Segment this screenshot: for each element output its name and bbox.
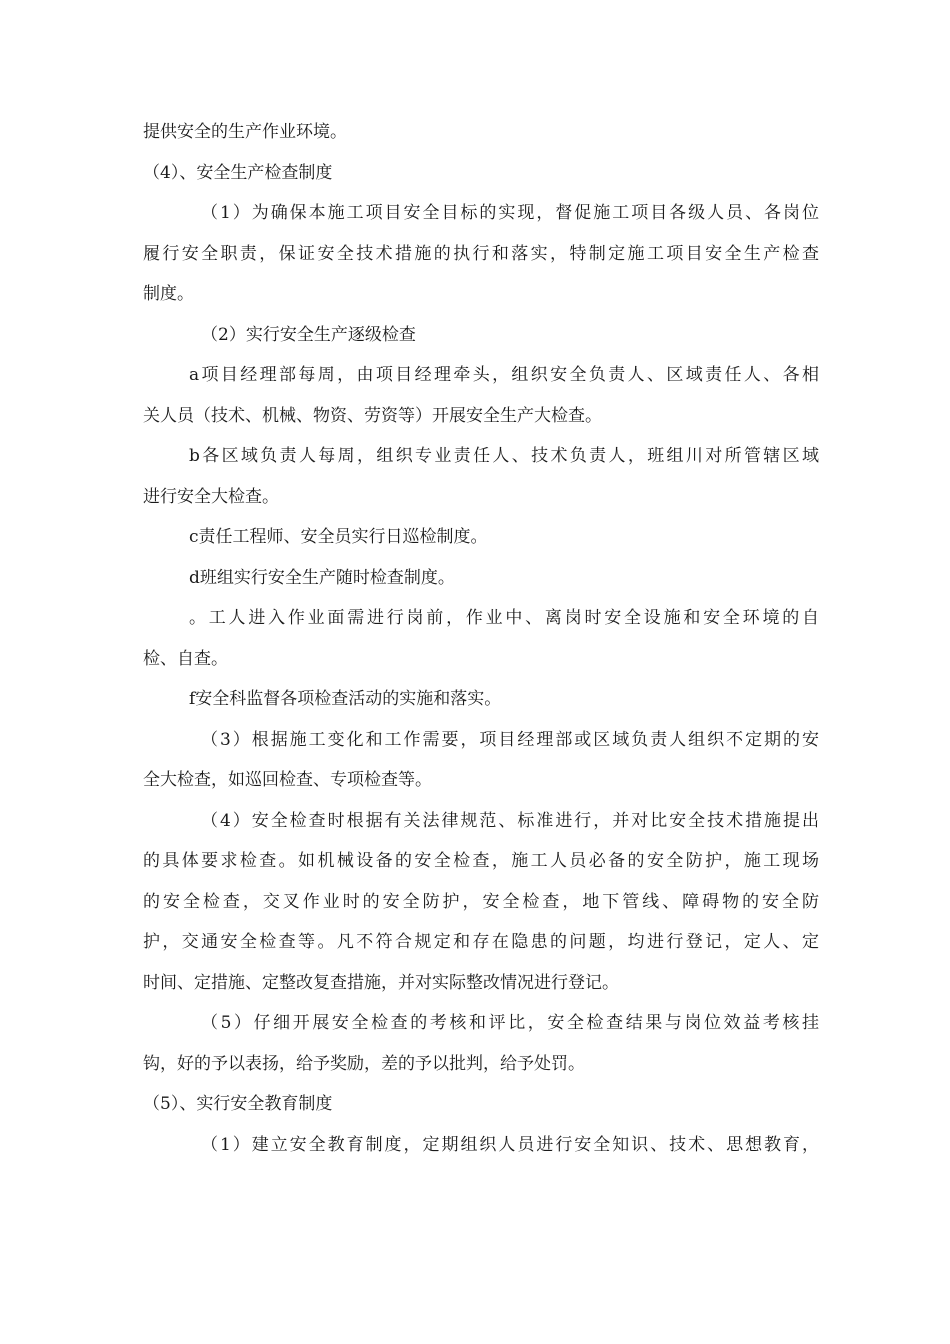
text-line: 的具体要求检查。如机械设备的安全检查，施工人员必备的安全防护，施工现场 [143, 851, 819, 871]
text-line: （4）、安全生产检查制度 [143, 162, 333, 183]
text-line: 钩，好的予以表扬，给予奖励，差的予以批判，给予处罚。 [143, 1053, 585, 1074]
text-line: c责任工程师、安全员实行日巡检制度。 [189, 527, 488, 547]
text-line: 全大检查，如巡回检查、专项检查等。 [143, 770, 432, 790]
text-line: 。工人进入作业面需进行岗前，作业中、离岗时安全设施和安全环境的自 [189, 608, 819, 628]
text-line: （4）安全检查时根据有关法律规范、标准进行，并对比安全技术措施提出 [201, 810, 819, 831]
text-line: （1）建立安全教育制度，定期组织人员进行安全知识、技术、思想教育， [201, 1134, 819, 1155]
text-line: 提供安全的生产作业环境。 [143, 122, 347, 142]
text-line: （2）实行安全生产逐级检查 [201, 324, 416, 345]
text-line: 护，交通安全检查等。凡不符合规定和存在隐患的问题，均进行登记，定人、定 [143, 932, 819, 952]
text-line: 制度。 [143, 284, 194, 304]
text-line: （1）为确保本施工项目安全目标的实现，督促施工项目各级人员、各岗位 [201, 203, 819, 223]
text-line: 进行安全大检查。 [143, 486, 279, 507]
text-line: （5）仔细开展安全检查的考核和评比，安全检查结果与岗位效益考核挂 [201, 1013, 819, 1033]
text-line: d班组实行安全生产随时检查制度。 [189, 567, 455, 588]
document-body [143, 112, 819, 1165]
text-line: 关人员（技术、机械、物资、劳资等）开展安全生产大检查。 [143, 405, 602, 426]
text-line: b各区域负责人每周，组织专业责任人、技术负责人，班组川对所管辖区域 [189, 446, 819, 466]
text-line: f安全科监督各项检查活动的实施和落实。 [189, 689, 502, 709]
text-line: 检、自查。 [143, 648, 228, 669]
text-line: 的安全检查，交叉作业时的安全防护，安全检查，地下管线、障碍物的安全防 [143, 891, 819, 912]
text-line: （5）、实行安全教育制度 [143, 1094, 333, 1114]
text-line: 履行安全职责，保证安全技术措施的执行和落实，特制定施工项目安全生产检查 [143, 243, 819, 264]
text-line: a项目经理部每周，由项目经理牵头，组织安全负责人、区域责任人、各相 [189, 365, 819, 385]
text-line: 时间、定措施、定整改复查措施，并对实际整改情况进行登记。 [143, 972, 619, 993]
text-line: （3）根据施工变化和工作需要，项目经理部或区域负责人组织不定期的安 [201, 729, 819, 750]
